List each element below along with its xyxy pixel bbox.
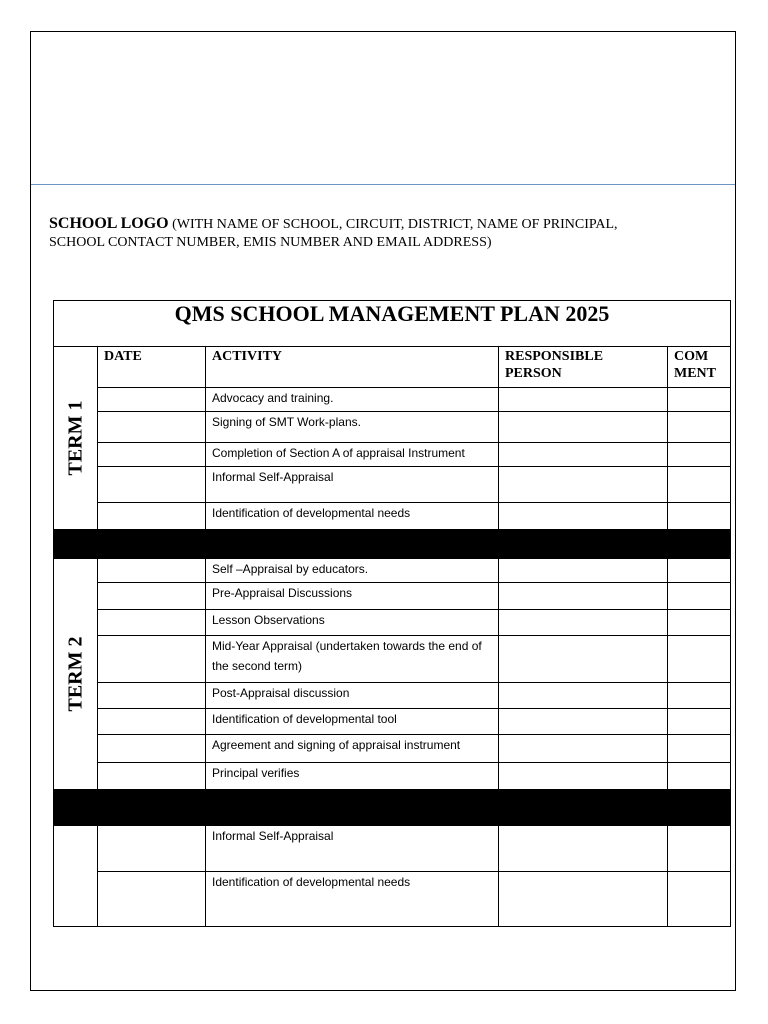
comment-cell[interactable] — [668, 709, 731, 735]
responsible-cell[interactable] — [499, 826, 668, 872]
activity-cell: Informal Self-Appraisal — [206, 826, 499, 872]
table-row — [54, 559, 731, 583]
column-header-date: DATE — [98, 347, 206, 388]
table-row — [54, 443, 731, 467]
school-logo-label: SCHOOL LOGO — [49, 215, 169, 232]
table-row — [54, 709, 731, 735]
activity-cell: Lesson Observations — [206, 610, 499, 636]
activity-cell: Pre-Appraisal Discussions — [206, 583, 499, 610]
column-header-activity: ACTIVITY — [206, 347, 499, 388]
date-cell[interactable] — [98, 443, 206, 467]
activity-cell: Identification of developmental needs — [206, 503, 499, 530]
date-cell[interactable] — [98, 872, 206, 927]
responsible-cell[interactable] — [499, 412, 668, 443]
date-cell[interactable] — [98, 412, 206, 443]
school-logo-details: (WITH NAME OF SCHOOL, CIRCUIT, DISTRICT, NAME OF PRINCIPAL, SCHOOL CONTACT NUMBER, EMIS NUMBER AND EMAIL ADDRESS) — [49, 217, 618, 250]
table-row — [54, 610, 731, 636]
comment-cell[interactable] — [668, 388, 731, 412]
column-header-comment: COM MENT — [668, 347, 731, 388]
responsible-cell[interactable] — [499, 503, 668, 530]
table-row — [54, 467, 731, 503]
comment-cell[interactable] — [668, 683, 731, 709]
activity-cell: Signing of SMT Work-plans. — [206, 412, 499, 443]
table-row — [54, 735, 731, 763]
responsible-cell[interactable] — [499, 636, 668, 683]
comment-cell[interactable] — [668, 826, 731, 872]
date-cell[interactable] — [98, 735, 206, 763]
responsible-cell[interactable] — [499, 683, 668, 709]
activity-cell: Principal verifies — [206, 763, 499, 790]
date-cell[interactable] — [98, 636, 206, 683]
date-cell[interactable] — [98, 763, 206, 790]
comment-cell[interactable] — [668, 610, 731, 636]
activity-cell: Completion of Section A of appraisal Instrument — [206, 443, 499, 467]
management-plan-table — [53, 300, 731, 927]
date-cell[interactable] — [98, 388, 206, 412]
table-row — [54, 683, 731, 709]
responsible-cell[interactable] — [499, 872, 668, 927]
table-title-row — [54, 301, 731, 347]
term-separator-row — [54, 790, 731, 826]
activity-cell: Agreement and signing of appraisal instrument — [206, 735, 499, 763]
responsible-cell[interactable] — [499, 610, 668, 636]
comment-cell[interactable] — [668, 583, 731, 610]
header-divider — [31, 184, 735, 185]
comment-cell[interactable] — [668, 763, 731, 790]
table-row — [54, 412, 731, 443]
comment-cell[interactable] — [668, 636, 731, 683]
comment-cell[interactable] — [668, 735, 731, 763]
term-2-label: TERM 2 — [64, 636, 86, 712]
responsible-cell[interactable] — [499, 559, 668, 583]
term-3-cell — [54, 826, 98, 927]
date-cell[interactable] — [98, 583, 206, 610]
comment-cell[interactable] — [668, 559, 731, 583]
comment-cell[interactable] — [668, 503, 731, 530]
table-row — [54, 872, 731, 927]
comment-cell[interactable] — [668, 443, 731, 467]
responsible-cell[interactable] — [499, 735, 668, 763]
responsible-cell[interactable] — [499, 709, 668, 735]
term-1-label: TERM 1 — [64, 400, 86, 476]
table-row — [54, 583, 731, 610]
date-cell[interactable] — [98, 559, 206, 583]
activity-cell: Post-Appraisal discussion — [206, 683, 499, 709]
comment-cell[interactable] — [668, 467, 731, 503]
date-cell[interactable] — [98, 683, 206, 709]
responsible-cell[interactable] — [499, 763, 668, 790]
responsible-cell[interactable] — [499, 583, 668, 610]
comment-cell[interactable] — [668, 412, 731, 443]
activity-cell: Informal Self-Appraisal — [206, 467, 499, 503]
table-header-row — [54, 347, 731, 388]
activity-cell: Identification of developmental needs — [206, 872, 499, 927]
activity-cell: Mid-Year Appraisal (undertaken towards the end of the second term) — [206, 636, 499, 683]
responsible-cell[interactable] — [499, 443, 668, 467]
term-separator-row — [54, 530, 731, 559]
term-2-cell — [54, 559, 98, 790]
table-row — [54, 503, 731, 530]
activity-cell: Self –Appraisal by educators. — [206, 559, 499, 583]
table-row — [54, 636, 731, 683]
table-row — [54, 388, 731, 412]
column-header-responsible: RESPONSIBLE PERSON — [499, 347, 668, 388]
table-row — [54, 763, 731, 790]
table-row — [54, 826, 731, 872]
plan-title: QMS SCHOOL MANAGEMENT PLAN 2025 — [54, 301, 731, 347]
comment-cell[interactable] — [668, 872, 731, 927]
date-cell[interactable] — [98, 467, 206, 503]
responsible-cell[interactable] — [499, 467, 668, 503]
activity-cell: Identification of developmental tool — [206, 709, 499, 735]
activity-cell: Advocacy and training. — [206, 388, 499, 412]
date-cell[interactable] — [98, 503, 206, 530]
date-cell[interactable] — [98, 610, 206, 636]
date-cell[interactable] — [98, 709, 206, 735]
term-1-cell — [54, 347, 98, 530]
responsible-cell[interactable] — [499, 388, 668, 412]
school-logo-placeholder — [49, 215, 669, 252]
date-cell[interactable] — [98, 826, 206, 872]
